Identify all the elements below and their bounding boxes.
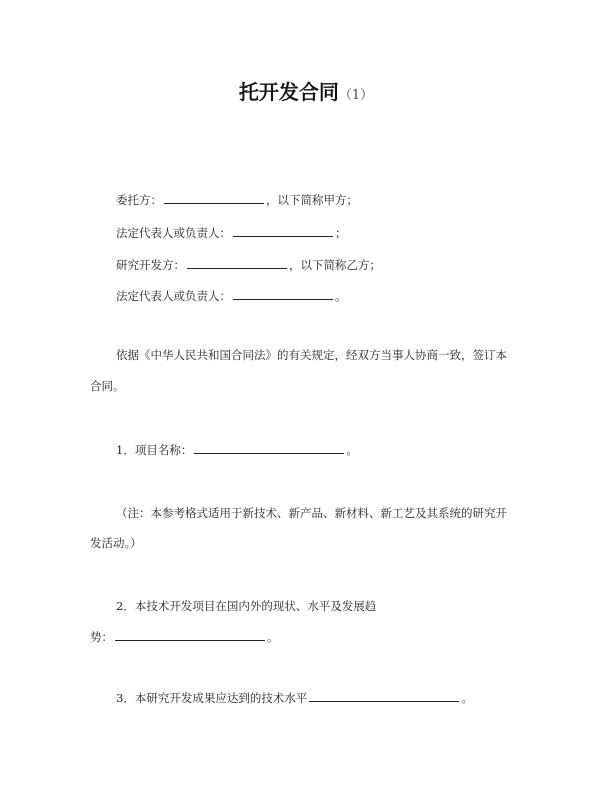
document-title [0,76,612,105]
item-1-label: 1．项目名称： [116,443,193,457]
item-1-project-name [116,442,358,457]
status-trend-blank[interactable] [115,629,265,641]
item-2-suffix: 。 [267,630,279,644]
item-2-line-2 [90,629,279,644]
item-2-line-1: 2．本技术开发项目在国内外的现状、水平及发展趋 [116,599,377,613]
client-rep-suffix: ； [335,226,347,240]
item-3-label: 3．本研究开发成果应达到的技术水平 [116,691,308,705]
developer-suffix: ，以下简称乙方； [289,258,381,272]
developer-line [116,257,381,272]
item-2-label: 势： [90,630,113,644]
preamble-line-1: 依据《中华人民共和国合同法》的有关规定，经双方当事人协商一致，签订本 [116,348,507,362]
title-main: 托开发合同 [238,80,339,104]
client-label: 委托方： [116,193,162,207]
client-blank[interactable] [164,192,264,204]
client-line [116,192,358,207]
preamble-line-2: 合同。 [90,379,125,393]
client-rep-label: 法定代表人或负责人： [116,226,231,240]
tech-level-blank[interactable] [309,690,459,702]
developer-rep-suffix: 。 [335,289,347,303]
item-1-suffix: 。 [346,443,358,457]
developer-label: 研究开发方： [116,258,185,272]
project-name-blank[interactable] [194,442,344,454]
developer-blank[interactable] [187,257,287,269]
client-rep-blank[interactable] [233,225,333,237]
title-number: （1） [338,88,374,103]
client-rep-line [116,225,347,240]
developer-rep-label: 法定代表人或负责人： [116,289,231,303]
developer-rep-blank[interactable] [233,288,333,300]
item-3-tech-level [116,690,473,705]
item-3-suffix: 。 [461,691,473,705]
developer-rep-line [116,288,347,303]
note-line-1: （注：本参考格式适用于新技术、新产品、新材料、新工艺及其系统的研究开 [116,506,507,520]
client-suffix: ，以下简称甲方； [266,193,358,207]
note-line-2: 发活动。） [90,536,142,550]
